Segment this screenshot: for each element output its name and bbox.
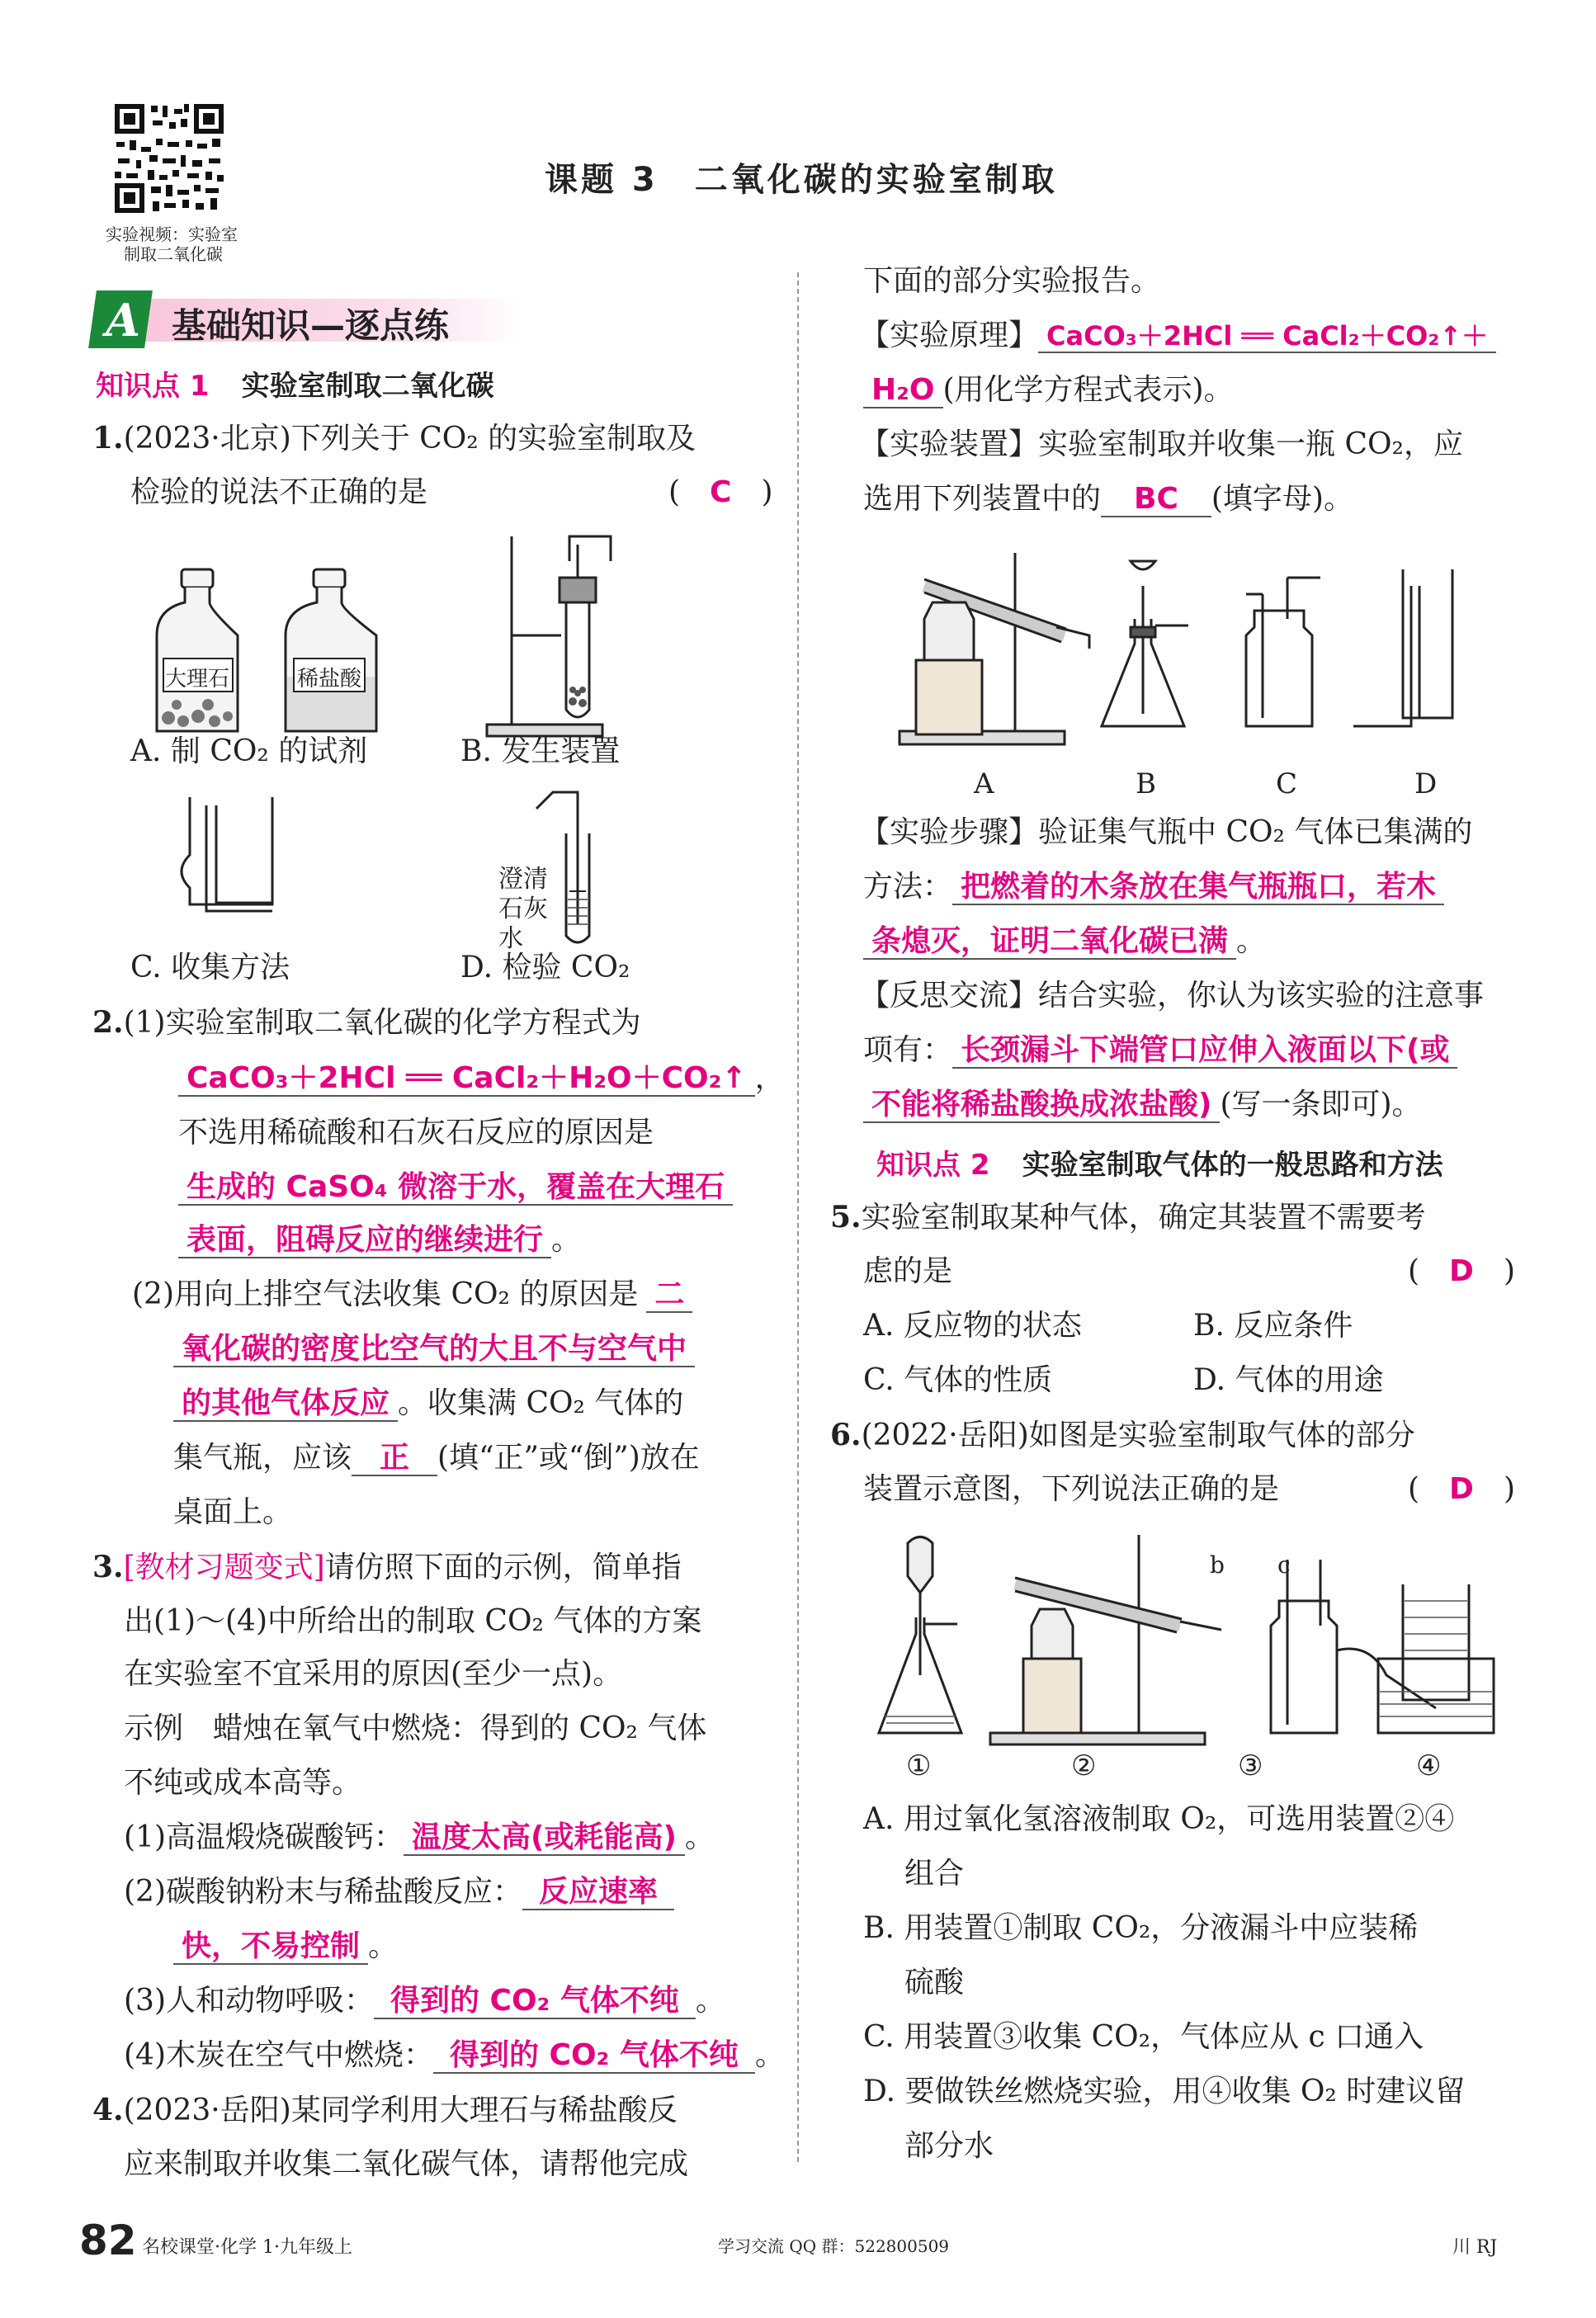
q3-dot2: 。 [368, 1929, 399, 1963]
q5-text1: 实验室制取某种气体，确定其装置不需要考 [861, 1201, 1426, 1235]
q3-s1: (1)高温煅烧碳酸钙： [124, 1820, 404, 1854]
q3-num: 3. [92, 1550, 124, 1584]
q4-r4-label: 【反思交流】 [860, 979, 1039, 1013]
q4-r3 [860, 814, 1472, 852]
footer-book: 名校课堂·化学 1·九年级上 [142, 2237, 352, 2258]
q3-item3 [124, 1982, 725, 2021]
q3-s2: (2)碳酸钠粉末与稀盐酸反应： [124, 1875, 522, 1909]
q1-caption-a: A. 制 CO₂ 的试剂 [130, 734, 368, 768]
q2-p2-text5a: 集气瓶，应该 [173, 1441, 352, 1475]
section-badge-letter: A [106, 294, 140, 347]
q6-label-b: b [1210, 1551, 1225, 1579]
q4-r4-text2: 项有： [863, 1033, 953, 1067]
kp2-heading [876, 1142, 1443, 1183]
q6-fig-1-label: ① [906, 1749, 932, 1782]
q4-r3-text: 验证集气瓶中 CO₂ 气体已集满的 [1038, 815, 1473, 849]
section-title: 基础知识—逐点练 [172, 305, 450, 346]
q4-r3-answer-b: 条熄灭，证明二氧化碳已满 [863, 924, 1236, 960]
kp2-tag: 知识点 2 [876, 1149, 990, 1182]
q2-p1-text: (1)实验室制取二氧化碳的化学方程式为 [123, 1006, 641, 1040]
q4-fig-d-label: D [1414, 767, 1438, 800]
q3-a3: 得到的 CO₂ 气体不纯 [374, 1984, 696, 2019]
q5-answer: D [1449, 1254, 1474, 1288]
q4-r3-text2: 方法： [863, 870, 953, 904]
q4-r2-line2 [863, 480, 1353, 519]
q4-r3-line3 [863, 923, 1266, 961]
q1-caption-d: D. 检验 CO₂ [460, 951, 630, 984]
q6-text2: 装置示意图，下列说法正确的是 [863, 1472, 1280, 1506]
q4-text2: 应来制取并收集二氧化碳气体，请帮他完成 [124, 2147, 689, 2181]
q3-a2b: 快，不易控制 [173, 1929, 368, 1965]
label-lime-3: 水 [498, 924, 523, 953]
kp1-heading [96, 363, 494, 404]
q5-option-d: D. 气体的用途 [1193, 1363, 1384, 1397]
q3-text1: 请仿照下面的示例，简单指 [324, 1551, 682, 1584]
q4-r2-text2b: (填字母)。 [1211, 482, 1353, 516]
q2-p2-line1 [132, 1276, 692, 1315]
qr-code [111, 101, 227, 216]
q4-r3-label: 【实验步骤】 [860, 815, 1039, 849]
q6-option-a2: 组合 [904, 1857, 965, 1891]
qr-caption-1: 实验视频：实验室 [106, 224, 238, 244]
q3-example1: 示例 蜡烛在氧气中燃烧：得到的 CO₂ 气体 [124, 1711, 707, 1745]
q6-option-a1: A. 用过氧化氢溶液制取 O₂，可选用装置②④ [863, 1802, 1455, 1836]
q4-fig-a-label: A [974, 767, 994, 800]
q3-item1 [124, 1819, 715, 1858]
q5-text2: 虑的是 [863, 1254, 953, 1288]
q4-r1-line2 [863, 371, 1234, 410]
q1-answer-box: ( C ) [668, 475, 773, 509]
q2-p2-answer3: 的其他气体反应 [173, 1386, 398, 1422]
q5-option-b: B. 反应条件 [1193, 1309, 1353, 1343]
q3-text3: 在实验室不宜采用的原因(至少一点)。 [124, 1657, 623, 1691]
q2-p1-answer: CaCO₃＋2HCl ══ CaCl₂＋H₂O＋CO₂↑ [178, 1061, 755, 1097]
q2-p2-answer4: 正 [352, 1441, 437, 1476]
q2-p1-end2: 。 [551, 1223, 582, 1257]
q2-p2-line3 [173, 1385, 683, 1423]
q1-fig-a [149, 569, 388, 734]
q4-text1: (2023·岳阳)某同学利用大理石与稀盐酸反 [123, 2094, 678, 2127]
q2-p1-ans-line [178, 1060, 785, 1098]
q3-tag: [教材习题变式] [123, 1551, 325, 1584]
q6-fig-4-label: ④ [1416, 1749, 1442, 1782]
q4-num: 4. [92, 2093, 124, 2127]
q4-r1-tail: (用化学方程式表示)。 [942, 373, 1234, 407]
q4-apparatus [891, 536, 1485, 767]
q4-r4-text: 结合实验，你认为该实验的注意事 [1038, 979, 1485, 1013]
q2-p1-answer2a: 生成的 CaSO₄ 微溶于水，覆盖在大理石 [178, 1170, 733, 1206]
q2-p1-ans2-line2 [178, 1221, 581, 1260]
q6-option-d1: D. 要做铁丝燃烧实验，用④收集 O₂ 时建议留 [863, 2075, 1466, 2108]
q6-label-c: c [1277, 1551, 1291, 1579]
q6-option-c1: C. 用装置③收集 CO₂，气体应从 c 口通入 [863, 2020, 1424, 2054]
q2-p2-text: (2)用向上排空气法收集 CO₂ 的原因是 [132, 1277, 639, 1311]
q2-p1-end: ， [754, 1061, 785, 1095]
q1-text1: (2023·北京)下列关于 CO₂ 的实验室制取及 [123, 422, 696, 456]
q4-r1-label: 【实验原理】 [860, 319, 1039, 352]
q2-p1-answer2b: 表面，阻碍反应的继续进行 [178, 1223, 551, 1258]
q5-option-c: C. 气体的性质 [863, 1363, 1053, 1397]
q2-p2-answer1: 二 [646, 1277, 692, 1313]
q6-text1: (2022·岳阳)如图是实验室制取气体的部分 [861, 1419, 1415, 1452]
label-lime-1: 澄清 [498, 865, 548, 894]
q5-num: 5. [830, 1200, 862, 1235]
q4-r2-answer: BC [1101, 482, 1211, 517]
kp2-title: 实验室制取气体的一般思路和方法 [1022, 1149, 1443, 1182]
qr-caption-2: 制取二氧化碳 [124, 244, 223, 264]
page-number: 82 [79, 2216, 137, 2264]
q4-r4-line3 [863, 1086, 1422, 1125]
q2-p1-ans2-line1 [178, 1168, 733, 1207]
q6-answer-box: ( D ) [1408, 1472, 1515, 1506]
q2-p1-line3: 不选用稀硫酸和石灰石反应的原因是 [178, 1116, 654, 1150]
footer-edition: 川 RJ [1452, 2237, 1498, 2258]
q3-text2: 出(1)～(4)中所给出的制取 CO₂ 气体的方案 [124, 1604, 702, 1638]
q3-dot3: 。 [695, 1984, 725, 2018]
q3-dot4: 。 [754, 2038, 785, 2072]
q6-apparatus [875, 1527, 1502, 1749]
q4-r2-label: 【实验装置】 [860, 427, 1039, 461]
q2-num: 2. [92, 1005, 124, 1040]
q4-r4-answer-b: 不能将稀盐酸换成浓盐酸) [863, 1088, 1220, 1123]
q5-option-a: A. 反应物的状态 [863, 1309, 1082, 1343]
q4-r4-tail: (写一条即可)。 [1220, 1088, 1422, 1121]
page-title: 课题 3 二氧化碳的实验室制取 [545, 161, 1058, 199]
q4-r4 [860, 977, 1484, 1016]
kp1-tag: 知识点 1 [96, 370, 210, 403]
q3-s4: (4)木炭在空气中燃烧： [124, 2038, 433, 2072]
label-marble: 大理石 [165, 667, 230, 692]
q6-answer: D [1449, 1472, 1474, 1506]
q2-line1 [92, 1003, 641, 1043]
q3-a2a: 反应速率 [522, 1875, 674, 1910]
q6-option-d2: 部分水 [904, 2129, 994, 2163]
q4-r2-text2a: 选用下列装置中的 [863, 482, 1102, 516]
q1-caption-c: C. 收集方法 [130, 951, 290, 984]
q4-r1 [860, 317, 1496, 356]
q4-r3-answer-a: 把燃着的木条放在集气瓶瓶口，若木 [952, 870, 1444, 905]
q4-text3: 下面的部分实验报告。 [863, 264, 1161, 298]
q1-fig-d [528, 784, 611, 949]
q1-num: 1. [92, 421, 124, 456]
q4-r4-line2 [863, 1032, 1457, 1070]
q1-fig-b [487, 528, 635, 743]
q4-r4-answer-a: 长颈漏斗下端管口应伸入液面以下(或 [952, 1033, 1457, 1069]
q4-r1-answer-a: CaCO₃＋2HCl ══ CaCl₂＋CO₂↑＋ [1038, 320, 1496, 353]
q4-r1-answer-b: H₂O [863, 373, 943, 408]
q4-line1 [92, 2091, 678, 2131]
q3-a4: 得到的 CO₂ 气体不纯 [433, 2038, 755, 2074]
q4-fig-b-label: B [1136, 767, 1156, 800]
q1-text2: 检验的说法不正确的是 [130, 475, 428, 509]
q6-num: 6. [830, 1418, 862, 1452]
q4-r3-line2 [863, 868, 1444, 907]
q6-fig-2-label: ② [1071, 1749, 1097, 1782]
q2-p2-answer2: 氧化碳的密度比空气的大且不与空气中 [173, 1332, 695, 1367]
q1-fig-c [173, 797, 289, 921]
q2-p2-after3: 。收集满 CO₂ 气体的 [398, 1386, 684, 1420]
q6-line1 [830, 1416, 1415, 1456]
q5-line1 [830, 1198, 1426, 1238]
label-acid: 稀盐酸 [297, 667, 362, 692]
q1-caption-b: B. 发生装置 [460, 734, 621, 768]
q4-r3-end: 。 [1236, 924, 1267, 958]
q6-option-b1: B. 用装置①制取 CO₂，分液漏斗中应装稀 [863, 1911, 1419, 1945]
q2-p2-line6: 桌面上。 [173, 1495, 293, 1529]
label-lime-2: 石灰 [498, 895, 548, 923]
q6-fig-3-label: ③ [1238, 1749, 1263, 1782]
q1-line1 [92, 419, 696, 459]
footer-qq: 学习交流 QQ 群：522800509 [718, 2236, 950, 2256]
q4-fig-c-label: C [1276, 767, 1298, 800]
q3-s3: (3)人和动物呼吸： [124, 1984, 374, 2018]
q6-option-b2: 硫酸 [904, 1966, 965, 1999]
q3-line1 [92, 1548, 682, 1588]
q3-item2b [173, 1928, 398, 1966]
kp1-title: 实验室制取二氧化碳 [241, 370, 494, 403]
q3-a1: 温度太高(或耗能高) [404, 1820, 685, 1856]
q3-item4 [124, 2037, 785, 2075]
q4-r2 [860, 426, 1463, 465]
q3-item2 [124, 1873, 674, 1912]
q3-dot1: 。 [684, 1820, 715, 1854]
q1-answer: C [710, 475, 732, 509]
section-banner [92, 287, 538, 352]
q3-example2: 不纯或成本高等。 [124, 1766, 362, 1800]
q5-answer-box: ( D ) [1408, 1254, 1515, 1288]
q2-p2-line2 [173, 1330, 695, 1369]
q2-p2-text5b: (填“正”或“倒”)放在 [437, 1441, 700, 1475]
q4-r2-text: 实验室制取并收集一瓶 CO₂，应 [1038, 427, 1463, 461]
q2-p2-line5 [173, 1439, 700, 1478]
column-divider [797, 272, 799, 2162]
